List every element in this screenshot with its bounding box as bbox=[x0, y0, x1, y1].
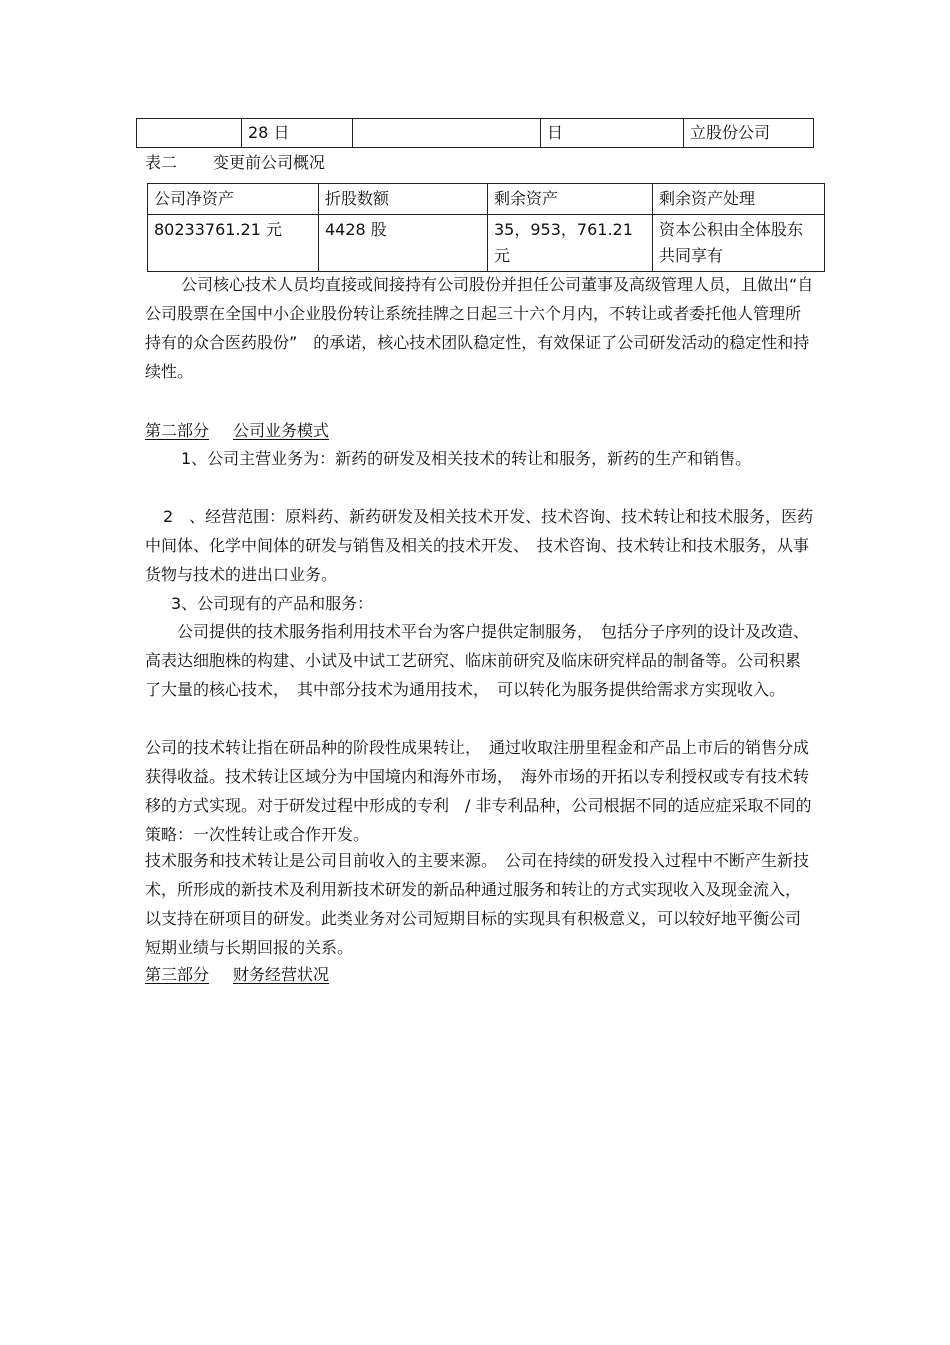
top-table-fragment bbox=[136, 118, 814, 148]
caption-number: 表二 bbox=[145, 153, 178, 172]
section-heading-2 bbox=[145, 416, 815, 445]
table-header-cell: 剩余资产处理 bbox=[653, 184, 825, 215]
paragraph-core-team: 公司核心技术人员均直接或间接持有公司股份并担任公司董事及高级管理人员，且做出“自公司股票在全国中小企业股份转让系统挂牌之日起三十六个月内，不转让或者委托他人管理所持有的众合医药股份” 的承诺，核心技术团队稳定性，有效保证了公司研发活动的稳定性和持续性。 bbox=[145, 275, 814, 381]
list-item-products: 3、公司现有的产品和服务： bbox=[171, 594, 374, 613]
table-cell: 日 bbox=[541, 119, 684, 148]
paragraph-income: 技术服务和技术转让是公司目前收入的主要来源。 公司在持续的研发投入过程中不断产生新技术，所形成的新技术及利用新技术研发的新品种通过服务和转让的方式实现收入及现金流入， 以支持在研项目的研发。此类业务对公司短期目标的实现具有积极意义，可以较好地平衡公司短期业绩与长期回报的关系。 bbox=[145, 851, 810, 957]
table-header-cell: 公司净资产 bbox=[148, 184, 319, 215]
table-caption bbox=[145, 150, 361, 173]
list-item-business-scope: 2 、经营范围：原料药、新药研发及相关技术开发、技术咨询、技术转让和技术服务，医药中间体、化学中间体的研发与销售及相关的技术开发、 技术咨询、技术转让和技术服务，从事货物与技术的进出口业务。 bbox=[145, 507, 814, 584]
table-header-cell: 折股数额 bbox=[319, 184, 488, 215]
table-cell: 35，953，761.21 元 bbox=[488, 215, 653, 272]
section-label: 第三部分 bbox=[145, 965, 210, 984]
table-cell: 立股份公司 bbox=[684, 119, 814, 148]
table-row bbox=[148, 215, 825, 272]
table-row bbox=[137, 119, 814, 148]
list-item-main-business: 1、公司主营业务为：新药的研发及相关技术的转让和服务，新药的生产和销售。 bbox=[181, 449, 752, 468]
caption-title: 变更前公司概况 bbox=[213, 153, 326, 172]
table-cell: 4428 股 bbox=[319, 215, 488, 272]
section-title: 财务经营状况 bbox=[233, 965, 330, 984]
section-title: 公司业务模式 bbox=[233, 421, 330, 440]
table-cell bbox=[137, 119, 242, 148]
paragraph-tech-service: 公司提供的技术服务指利用技术平台为客户提供定制服务， 包括分子序列的设计及改造、高表达细胞株的构建、小试及中试工艺研究、临床前研究及临床研究样品的制备等。公司积累了大量的核心技术， 其中部分技术为通用技术， 可以转化为服务提供给需求方实现收入。 bbox=[145, 622, 810, 699]
section-heading-3 bbox=[145, 960, 815, 989]
section-label: 第二部分 bbox=[145, 421, 210, 440]
table-header-row bbox=[148, 184, 825, 215]
company-overview-table bbox=[147, 183, 825, 272]
table-cell: 资本公积由全体股东共同享有 bbox=[653, 215, 825, 272]
paragraph-tech-transfer: 公司的技术转让指在研品种的阶段性成果转让， 通过收取注册里程金和产品上市后的销售分成获得收益。技术转让区域分为中国境内和海外市场， 海外市场的开拓以专利授权或专有技术转移的方式实现。对于研发过程中形成的专利 / 非专利品种，公司根据不同的适应症采取不同的策略：一次性转让或合作开发。 bbox=[145, 738, 812, 844]
table-cell: 28 日 bbox=[242, 119, 353, 148]
table-cell: 80233761.21 元 bbox=[148, 215, 319, 272]
table-cell bbox=[353, 119, 541, 148]
table-header-cell: 剩余资产 bbox=[488, 184, 653, 215]
